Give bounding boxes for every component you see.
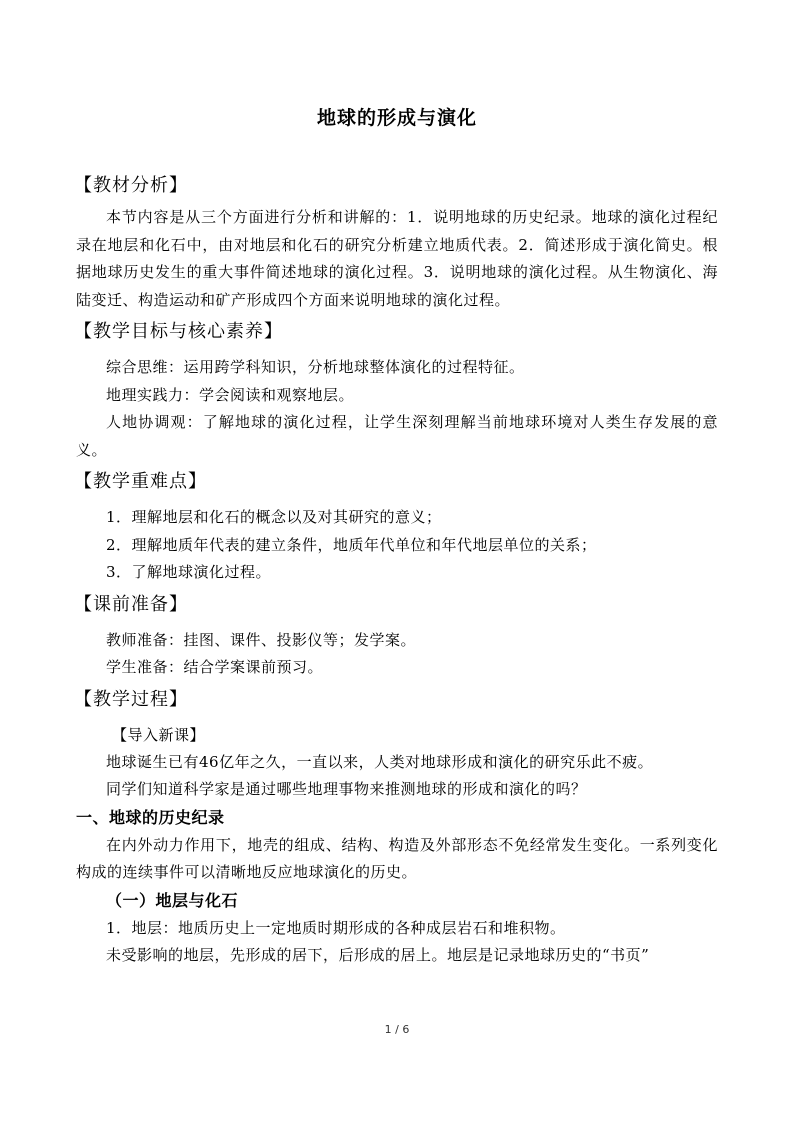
list-item: 1．理解地层和化石的概念以及对其研究的意义； xyxy=(106,508,442,526)
paragraph: 本节内容是从三个方面进行分析和讲解的：1．说明地球的历史纪录。地球的演化过程纪录在地层和化石中，由对地层和化石的研究分析建立地质代表。2．简述形成于演化简史。根据地球历史发生的重大事件简述地球的演化过程。3．说明地球的演化过程。从生物演化、海陆变迁、构造运动和矿产形成四个方面来说明地球的演化过程。 xyxy=(76,208,718,309)
paragraph: 地理实践力：学会阅读和观察地层。 xyxy=(106,385,355,404)
paragraph: 综合思维：运用跨学科知识，分析地球整体演化的过程特征。 xyxy=(106,358,525,376)
paragraph: 地球诞生已有46亿年之久，一直以来，人类对地球形成和演化的研究乐此不疲。 xyxy=(106,752,654,771)
list-item: 3．了解地球演化过程。 xyxy=(106,563,272,581)
section-heading-preparation: 【课前准备】 xyxy=(74,593,188,615)
part-heading-history-record: 一、地球的历史纪录 xyxy=(76,807,225,827)
paragraph: 未受影响的地层，先形成的居下，后形成的居上。地层是记录地球历史的“书页” xyxy=(106,946,650,964)
paragraph: 人地协调观：了解地球的演化过程，让学生深刻理解当前地球环境对人类生存发展的意义。 xyxy=(76,413,718,459)
paragraph: 学生准备：结合学案课前预习。 xyxy=(106,658,324,676)
section-heading-textbook-analysis: 【教材分析】 xyxy=(74,175,188,196)
paragraph: 教师准备：挂图、课件、投影仪等；发学案。 xyxy=(106,630,417,649)
paragraph: 在内外动力作用下，地壳的组成、结构、构造及外部形态不免经常发生变化。一系列变化构成的连续事件可以清晰地反应地球演化的历史。 xyxy=(76,835,718,881)
section-heading-objectives: 【教学目标与核心素养】 xyxy=(74,321,283,342)
section-heading-teaching-process: 【教学过程】 xyxy=(74,688,188,710)
paragraph: 同学们知道科学家是通过哪些地理事物来推测地球的形成和演化的吗？ xyxy=(106,780,587,798)
document-title: 地球的形成与演化 xyxy=(316,107,477,129)
page-number: 1 / 6 xyxy=(384,1023,410,1036)
subsection-heading-strata-fossils: （一）地层与化石 xyxy=(106,890,239,910)
subheading-intro: 【导入新课】 xyxy=(112,725,206,744)
list-item: 2．理解地质年代表的建立条件，地质年代单位和年代地层单位的关系； xyxy=(106,535,597,554)
section-heading-key-points: 【教学重难点】 xyxy=(74,471,207,492)
document-body xyxy=(76,168,718,970)
paragraph: 1．地层：地质历史上一定地质时期形成的各种成层岩石和堆积物。 xyxy=(106,918,566,937)
